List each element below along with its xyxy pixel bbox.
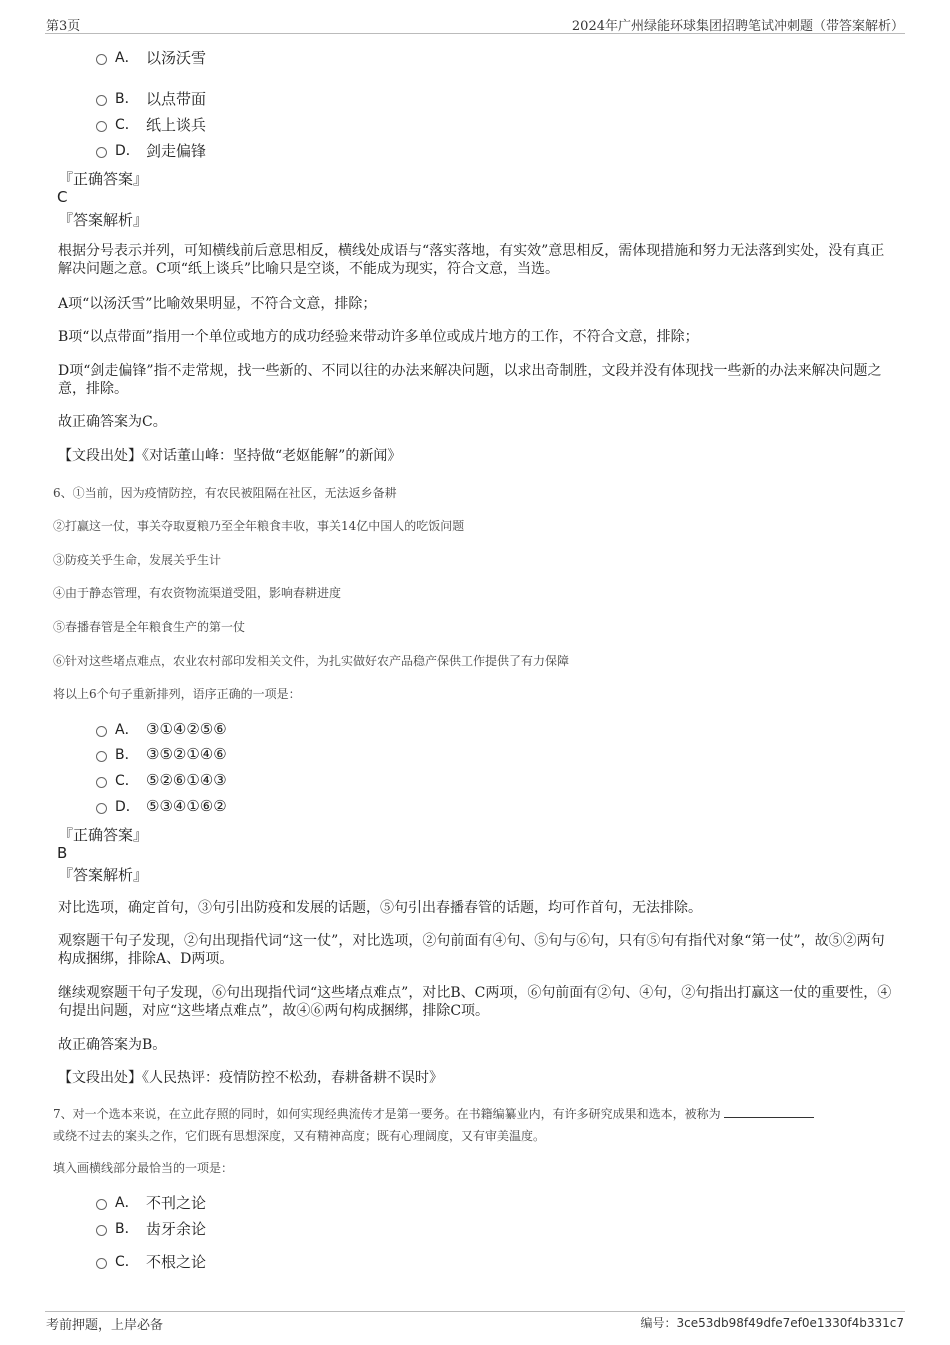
header-divider: [45, 33, 905, 34]
q5-analysis-label: 『答案解析』: [58, 211, 149, 229]
radio-icon[interactable]: [96, 751, 107, 762]
q6-sentence: ④由于静态管理，有农资物流渠道受阻，影响春耕进度: [53, 586, 342, 600]
q5-source: 【文段出处】《对话董山峰：坚持做“老妪能解”的新闻》: [58, 448, 402, 464]
q6-option-a[interactable]: [96, 719, 227, 739]
option-letter: A．: [115, 722, 139, 738]
q6-sentence: ②打赢这一仗，事关夺取夏粮乃至全年粮食丰收，事关14亿中国人的吃饭问题: [53, 519, 465, 533]
q6-answer-label: 『正确答案』: [58, 826, 149, 844]
option-letter: B．: [115, 91, 139, 107]
q5-answer: C: [57, 188, 68, 206]
option-text: ③①④②⑤⑥: [146, 720, 227, 738]
option-text: 以点带面: [146, 89, 207, 108]
option-text: 不根之论: [146, 1252, 207, 1271]
option-letter: B．: [115, 747, 139, 763]
option-letter: A．: [115, 50, 139, 66]
q5-answer-label: 『正确答案』: [58, 170, 149, 188]
document-id: 编号：3ce53db98f49dfe7ef0e1330f4b331c7: [640, 1316, 904, 1330]
radio-icon[interactable]: [96, 54, 107, 65]
footer-slogan: 考前押题，上岸必备: [46, 1318, 164, 1333]
radio-icon[interactable]: [96, 1225, 107, 1236]
q7-prompt: 填入画横线部分最恰当的一项是：: [53, 1161, 234, 1175]
q6-analysis-paragraph: 对比选项，确定首句，③句引出防疫和发展的话题，⑤句引出春播春管的话题，均可作首句，无法排除。: [58, 900, 702, 916]
q6-option-b[interactable]: [96, 744, 227, 764]
q6-option-d[interactable]: [96, 796, 227, 816]
q7-option-c[interactable]: [96, 1251, 206, 1271]
footer-divider: [45, 1311, 905, 1312]
radio-icon[interactable]: [96, 1258, 107, 1269]
q6-analysis-label: 『答案解析』: [58, 866, 149, 884]
option-text: ⑤②⑥①④③: [146, 771, 227, 789]
q6-sentence: ⑥针对这些堵点难点，农业农村部印发相关文件，为扎实做好农产品稳产保供工作提供了有力保障: [53, 654, 570, 668]
q6-analysis-paragraph: 故正确答案为B。: [58, 1037, 167, 1053]
page-number: 第3页: [46, 19, 81, 34]
q5-option-b[interactable]: [96, 88, 206, 108]
radio-icon[interactable]: [96, 726, 107, 737]
q5-analysis-paragraph: 故正确答案为C。: [58, 414, 167, 430]
option-letter: C．: [115, 773, 139, 789]
radio-icon[interactable]: [96, 121, 107, 132]
option-text: 纸上谈兵: [146, 115, 207, 134]
q5-analysis-paragraph: D项“剑走偏锋”指不走常规，找一些新的、不同以往的办法来解决问题，以求出奇制胜，文段并没有体现找一些新的办法来解决问题之意，排除。: [58, 363, 882, 397]
radio-icon[interactable]: [96, 803, 107, 814]
q7-option-a[interactable]: [96, 1192, 206, 1212]
option-text: 以汤沃雪: [146, 48, 207, 67]
option-letter: C．: [115, 1254, 139, 1270]
option-text: 齿牙余论: [146, 1219, 207, 1238]
q5-option-a[interactable]: [96, 47, 206, 67]
option-letter: D．: [115, 799, 140, 815]
radio-icon[interactable]: [96, 147, 107, 158]
q5-analysis-paragraph: A项“以汤沃雪”比喻效果明显，不符合文意，排除；: [58, 296, 377, 312]
option-text: ⑤③④①⑥②: [146, 797, 227, 815]
q6-analysis-paragraph: 观察题干句子发现，②句出现指代词“这一仗”，对比选项，②句前面有④句、⑤句与⑥句，只有⑤句有指代对象“第一仗”，故⑤②两句构成捆绑，排除A、D两项。: [58, 933, 885, 967]
q6-sentence: 6、①当前，因为疫情防控，有农民被阻隔在社区，无法返乡备耕: [53, 486, 397, 500]
option-letter: C．: [115, 117, 139, 133]
q5-analysis-paragraph: 根据分号表示并列，可知横线前后意思相反，横线处成语与“落实落地，有实效”意思相反，需体现措施和努力无法落到实处，没有真正解决问题之意。C项“纸上谈兵”比喻只是空谈，不能成为现实，符合文意，当选。: [58, 243, 885, 277]
q6-source: 【文段出处】《人民热评：疫情防控不松劲，春耕备耕不误时》: [58, 1070, 443, 1086]
q6-sentence: ⑤春播春管是全年粮食生产的第一仗: [53, 620, 246, 634]
q6-answer: B: [57, 844, 68, 862]
q6-sentence: ③防疫关乎生命，发展关乎生计: [53, 553, 222, 567]
q7-stem-line2: 或绕不过去的案头之作，它们既有思想深度，又有精神高度；既有心理阔度，又有审美温度。: [53, 1129, 546, 1143]
fill-blank: [724, 1106, 814, 1118]
option-letter: A．: [115, 1195, 139, 1211]
q6-option-c[interactable]: [96, 770, 227, 790]
option-text: 不刊之论: [146, 1193, 207, 1212]
document-title: 2024年广州绿能环球集团招聘笔试冲刺题（带答案解析）: [571, 19, 904, 34]
option-letter: B．: [115, 1221, 139, 1237]
option-text: ③⑤②①④⑥: [146, 745, 227, 763]
q6-prompt: 将以上6个句子重新排列，语序正确的一项是：: [53, 687, 301, 701]
q7-stem-line1: [53, 1105, 814, 1122]
radio-icon[interactable]: [96, 777, 107, 788]
q7-stem-text: 7、对一个选本来说，在立此存照的同时，如何实现经典流传才是第一要务。在书籍编纂业内，有许多研究成果和选本，被称为: [53, 1107, 721, 1121]
q5-analysis-paragraph: B项“以点带面”指用一个单位或地方的成功经验来带动许多单位或成片地方的工作，不符合文意，排除；: [58, 329, 699, 345]
option-text: 剑走偏锋: [146, 141, 207, 160]
radio-icon[interactable]: [96, 1199, 107, 1210]
q6-analysis-paragraph: 继续观察题干句子发现，⑥句出现指代词“这些堵点难点”，对比B、C两项，⑥句前面有②句、④句，②句指出打赢这一仗的重要性，④句提出问题，对应“这些堵点难点”，故④⑥两句构成捆绑，排除C项。: [58, 985, 892, 1019]
radio-icon[interactable]: [96, 95, 107, 106]
q5-option-d[interactable]: [96, 140, 206, 160]
q7-option-b[interactable]: [96, 1218, 206, 1238]
option-letter: D．: [115, 143, 140, 159]
q5-option-c[interactable]: [96, 114, 206, 134]
